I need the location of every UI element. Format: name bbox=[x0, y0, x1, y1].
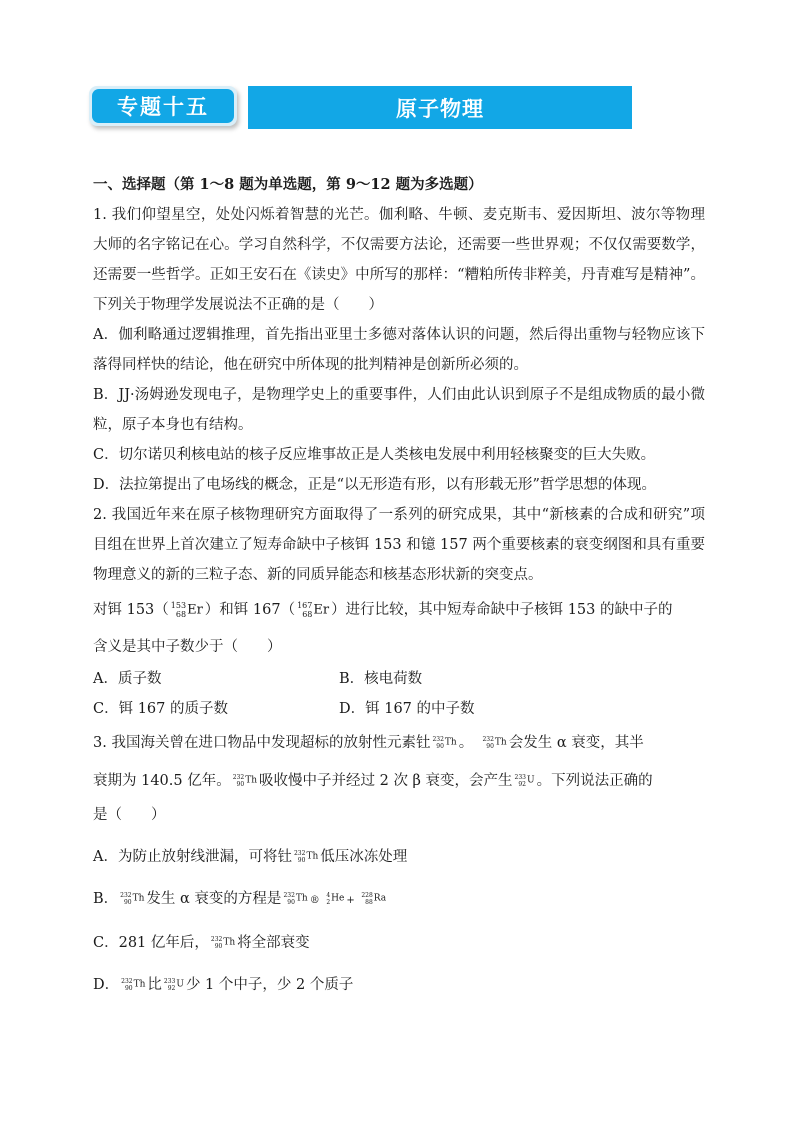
q2-option-b: B．核电荷数 bbox=[339, 671, 423, 687]
q1-stem: 1. 我们仰望星空，处处闪烁着智慧的光芒。伽利略、牛顿、麦克斯韦、爱因斯坦、波尔等物理大师的名字铭记在心。学习自然科学，不仅需要方法论，还需要一些世界观；不仅仅需要数学，还需要一些哲学。正如王安石在《读史》中所写的那样：“糟粕所传非粹美，丹青难写是精神”。下列关于物理学发展说法不正确的是（ ） bbox=[93, 207, 705, 313]
q2-text-a: 对铒 153（ bbox=[93, 602, 169, 618]
q1-option-a: A．伽利略通过逻辑推理，首先指出亚里士多德对落体认识的问题，然后得出重物与轻物应该下落得同样快的结论，他在研究中所体现的批判精神是创新所必须的。 bbox=[93, 327, 705, 373]
q2-option-d: D．铒 167 的中子数 bbox=[339, 701, 475, 717]
q2-text-b: ）和铒 167（ bbox=[204, 602, 296, 618]
nuclide-he4: 4 2 He bbox=[326, 891, 345, 906]
nuclide-er167: 167 68 Er bbox=[297, 601, 330, 619]
q2-stem-2 bbox=[93, 590, 705, 630]
q3-stem-2: 衰期为 140.5 亿年。 232 90 Th 吸收慢中子并经过 2 次 β 衰变，会产生 233 92 U 。下列说法正确的 bbox=[93, 773, 653, 789]
topic-tag bbox=[89, 86, 237, 126]
nuclide-th232: 232 90 Th bbox=[120, 891, 145, 906]
q1-option-d: D．法拉第提出了电场线的概念，正是“以无形造有形，以有形载无形”哲学思想的体现。 bbox=[93, 477, 656, 493]
q2-options-row-1 bbox=[93, 664, 705, 694]
nuclide-th232: 232 90 Th bbox=[232, 773, 257, 788]
nuclide-er153: 153 68 Er bbox=[170, 601, 203, 619]
page-header bbox=[0, 0, 794, 140]
q3-option-b: B． 232 90 Th 发生 α 衰变的方程是 232 90 Th ® 4 2 He + 228 88 Ra bbox=[93, 891, 387, 907]
nuclide-u233: 233 92 U bbox=[163, 977, 184, 992]
nuclide-ra228: 228 88 Ra bbox=[361, 891, 387, 906]
document-body bbox=[93, 170, 705, 1012]
nuclide-u233: 233 92 U bbox=[514, 773, 535, 788]
q3-option-c: C．281 亿年后， 232 90 Th 将全部衰变 bbox=[93, 935, 310, 951]
q1-option-c: C．切尔诺贝利核电站的核子反应堆事故正是人类核电发展中利用轻核聚变的巨大失败。 bbox=[93, 447, 656, 463]
reaction-arrow: ® bbox=[309, 895, 320, 906]
q3-stem-1: 3. 我国海关曾在进口物品中发现超标的放射性元素钍 232 90 Th 。 232 90 Th 会发生 α 衰变，其半 bbox=[93, 735, 644, 751]
nuclide-th232: 232 90 Th bbox=[432, 735, 457, 750]
topic-title: 原子物理 bbox=[248, 86, 632, 129]
q2-stem-3: 含义是其中子数少于（ ） bbox=[93, 639, 282, 655]
topic-tag-label: 专题十五 bbox=[92, 89, 234, 123]
nuclide-th232: 232 90 Th bbox=[210, 935, 236, 950]
nuclide-th232: 232 90 Th bbox=[121, 977, 146, 992]
q2-options-row-2 bbox=[93, 694, 705, 724]
nuclide-th232: 232 90 Th bbox=[293, 849, 319, 864]
nuclide-th232: 232 90 Th bbox=[482, 735, 507, 750]
q3-stem-3: 是（ ） bbox=[93, 807, 166, 823]
q3-option-d: D． 232 90 Th 比 233 92 U 少 1 个中子，少 2 个质子 bbox=[93, 977, 354, 993]
q2-option-a: A．质子数 bbox=[93, 671, 162, 687]
q2-option-c: C．铒 167 的质子数 bbox=[93, 701, 228, 717]
q2-stem-1: 2. 我国近年来在原子核物理研究方面取得了一系列的研究成果，其中“新核素的合成和研究”项目组在世界上首次建立了短寿命缺中子核铒 153 和镱 157 两个重要核素的衰变纲图和具有重要物理意义的新的三粒子态、新的同质异能态和核基态形状新的突变点。 bbox=[93, 507, 705, 583]
q1-option-b: B．JJ·汤姆逊发现电子，是物理学史上的重要事件，人们由此认识到原子不是组成物质的最小微粒，原子本身也有结构。 bbox=[93, 387, 705, 433]
q3-option-a: A．为防止放射线泄漏，可将钍 232 90 Th 低压冰冻处理 bbox=[93, 849, 408, 865]
section-title: 一、选择题（第 1～8 题为单选题，第 9～12 题为多选题） bbox=[93, 176, 483, 193]
nuclide-th232: 232 90 Th bbox=[283, 891, 308, 906]
q2-text-c: ）进行比较，其中短寿命缺中子核铒 153 的缺中子的 bbox=[331, 602, 673, 618]
question-2 bbox=[93, 500, 705, 724]
question-1 bbox=[93, 200, 705, 500]
question-3 bbox=[93, 724, 705, 1000]
